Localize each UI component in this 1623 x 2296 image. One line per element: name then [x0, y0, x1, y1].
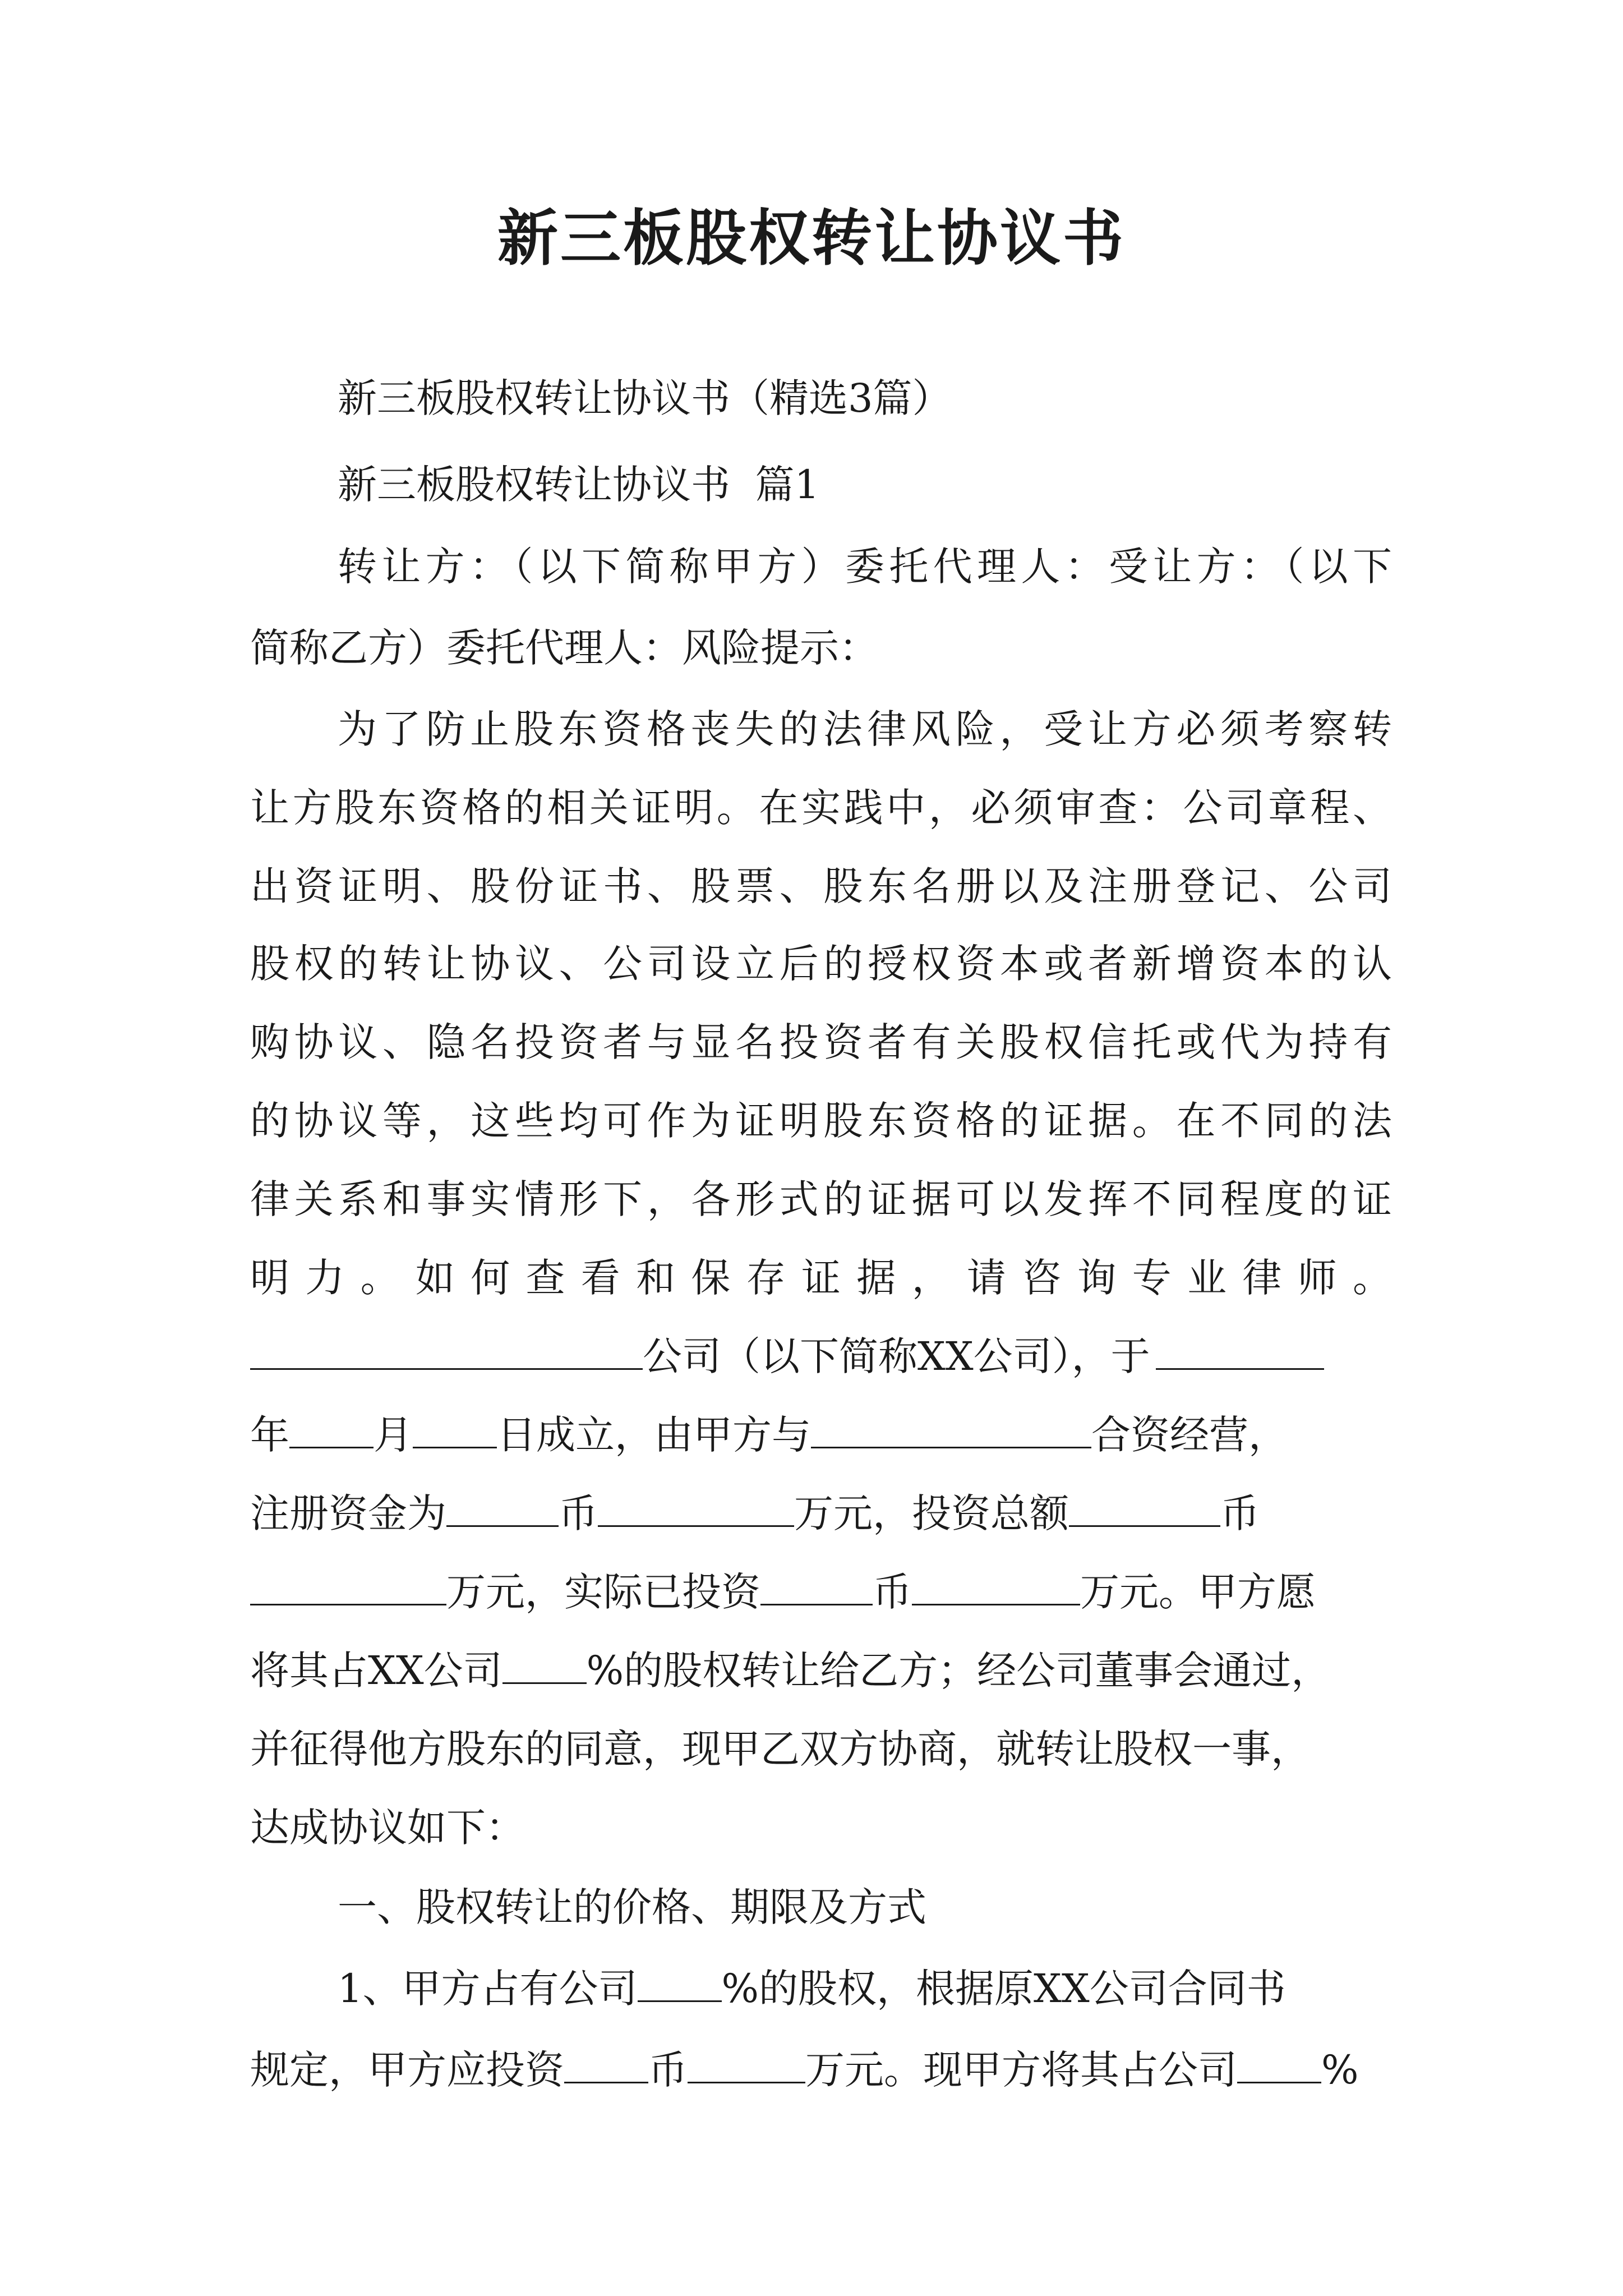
- currency-text: 币: [648, 2047, 688, 2093]
- agreement-line: 达成协议如下：: [250, 1805, 525, 1851]
- document-title: 新三板股权转让协议书: [497, 203, 1126, 274]
- blank-field: [502, 1643, 587, 1684]
- share-text: 将其占XX公司: [250, 1648, 502, 1694]
- month-label: 月: [374, 1412, 413, 1458]
- currency-text: 币: [559, 1490, 598, 1536]
- blank-field: [598, 1486, 794, 1527]
- jv-text: 合资经营，: [1091, 1412, 1288, 1458]
- section-heading: 新三板股权转让协议书 篇1: [338, 462, 820, 508]
- year-label: 年: [250, 1412, 289, 1458]
- day-text: 日成立，由甲方与: [497, 1412, 811, 1458]
- invested-text: 万元，实际已投资: [446, 1569, 760, 1615]
- clause-text: 规定，甲方应投资: [250, 2047, 564, 2093]
- total-investment-text: 万元，投资总额: [794, 1490, 1069, 1536]
- risk-line: 明力。如何查看和保存证据，请咨询专业律师。: [250, 1255, 1392, 1301]
- blank-field: [760, 1565, 873, 1605]
- blank-field: [250, 1565, 446, 1605]
- currency-text: 币: [873, 1569, 912, 1615]
- risk-line: 股权的转让协议、公司设立后的授权资本或者新增资本的认: [250, 941, 1392, 987]
- consent-line: 并征得他方股东的同意，现甲乙双方协商，就转让股权一事，: [250, 1726, 1310, 1772]
- risk-line: 出资证明、股份证书、股票、股东名册以及注册登记、公司: [250, 863, 1392, 909]
- blank-field: [250, 1329, 643, 1370]
- blank-field: [1156, 1329, 1324, 1370]
- blank-field: [912, 1565, 1080, 1605]
- blank-field: [564, 2042, 648, 2083]
- risk-line: 为了防止股东资格丧失的法律风险，受让方必须考察转: [338, 706, 1392, 752]
- blank-field: [688, 2042, 805, 2083]
- capital-line: [250, 1485, 1392, 1542]
- willing-text: 万元。甲方愿: [1080, 1569, 1316, 1615]
- clause-heading: 一、股权转让的价格、期限及方式: [338, 1884, 926, 1930]
- capital-text: 注册资金为: [250, 1490, 446, 1536]
- risk-line: 律关系和事实情形下，各形式的证据可以发挥不同程度的证: [250, 1176, 1392, 1222]
- blank-field: [638, 1961, 722, 2002]
- currency-text: 币: [1220, 1490, 1260, 1536]
- blank-field: [413, 1407, 497, 1448]
- clause-text: %的股权，根据原XX公司合同书: [721, 1966, 1286, 2012]
- company-text: 公司（以下简称XX公司），于: [643, 1333, 1150, 1379]
- clause1-line2: [250, 2042, 1392, 2098]
- parties-line-2: 简称乙方）委托代理人：风险提示：: [250, 625, 878, 671]
- invested-line: [250, 1564, 1392, 1620]
- clause-text: 万元。现甲方将其占公司: [805, 2047, 1237, 2093]
- company-line: [250, 1328, 1392, 1384]
- blank-field: [1237, 2042, 1321, 2083]
- risk-line: 让方股东资格的相关证明。在实践中，必须审查：公司章程、: [250, 785, 1392, 831]
- document-subtitle: 新三板股权转让协议书（精选3篇）: [338, 375, 952, 421]
- parties-line-1: 转让方：（以下简称甲方）委托代理人：受让方：（以下: [338, 544, 1392, 590]
- clause1-line1: [338, 1961, 1392, 2017]
- percent-text: %: [1321, 2047, 1359, 2093]
- blank-field: [289, 1407, 374, 1448]
- clause-text: 1、甲方占有公司: [338, 1966, 638, 2012]
- risk-line: 购协议、隐名投资者与显名投资者有关股权信托或代为持有: [250, 1019, 1392, 1065]
- risk-line: 的协议等，这些均可作为证明股东资格的证据。在不同的法: [250, 1098, 1392, 1144]
- blank-field: [446, 1486, 559, 1527]
- share-line: [250, 1642, 1392, 1699]
- established-line: [250, 1407, 1392, 1463]
- transfer-text: %的股权转让给乙方；经公司董事会通过，: [586, 1648, 1331, 1694]
- blank-field: [811, 1407, 1091, 1448]
- blank-field: [1069, 1486, 1220, 1527]
